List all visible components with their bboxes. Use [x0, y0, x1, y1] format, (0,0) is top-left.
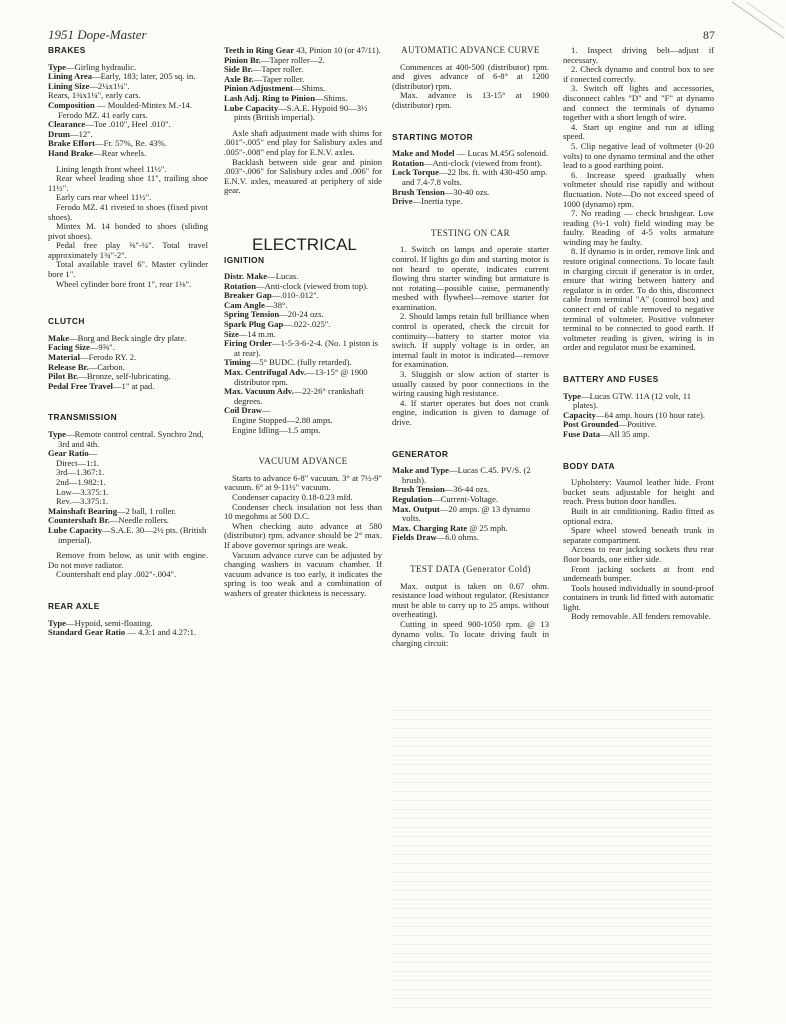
paragraph: Rear wheel leading shoe 11", trailing shoe 11½".: [48, 173, 208, 193]
spec-key: Standard Gear Ratio: [48, 627, 126, 638]
section-heading: BODY DATA: [563, 460, 615, 471]
spec-value: —Girling hydraulic.: [65, 61, 137, 72]
paragraph: Upholstery: Vaumol leather hide. Front bucket seats adjustable for height and reach. Press button door handles.: [563, 477, 714, 507]
spec-line: Rev.—3.375:1.: [56, 496, 109, 507]
spec-key: Facing Size: [48, 342, 90, 353]
spec-value: —Current-Voltage.: [432, 493, 499, 504]
spec-key: Mainshaft Bearing: [48, 505, 117, 516]
spec-key: Max. Centrifugal Adv.: [224, 367, 307, 378]
spacer: [392, 207, 549, 229]
spec-value: —12".: [69, 128, 93, 139]
spec-key: Lube Capacity: [48, 524, 103, 535]
spec-key: Size: [224, 328, 239, 339]
spec-line: Low—3.375:1.: [56, 486, 109, 497]
paragraph: Remove from below, as unit with engine. Do not move radiator.: [48, 550, 208, 570]
page-number: 87: [703, 28, 715, 42]
spec-key: Teeth in Ring Gear: [224, 45, 295, 55]
spec-key: Spark Plug Gap: [224, 319, 284, 330]
spec-value: —Lucas C.45. PV/S. (2 brush).: [402, 465, 531, 485]
spec-line: [392, 466, 549, 485]
spec-key: Pinion Adjustment: [224, 83, 294, 94]
spacer: [224, 435, 382, 457]
spec-key: Type: [563, 390, 581, 401]
spec-key: Composition: [48, 99, 95, 110]
spec-value: —64 amp. hours (10 hour rate).: [595, 409, 706, 420]
spec-value: —2 ball, 1 roller.: [117, 505, 176, 516]
spec-line: [48, 430, 208, 449]
spec-key: Axle Br.: [224, 73, 254, 84]
spec-value: —Hypoid, semi-floating.: [65, 617, 153, 628]
paragraph: Body removable. All fenders removable.: [571, 611, 711, 622]
spec-key: Breaker Gap: [224, 290, 272, 301]
spec-line: [48, 101, 208, 120]
spec-value: —Lucas.: [267, 271, 299, 282]
bleed-through-texture: [392, 710, 712, 1010]
spec-value: —22 lbs. ft. with 430-450 amp. and 7.4-7.8 volts.: [402, 167, 548, 187]
spec-key: Pilot Br.: [48, 371, 79, 382]
paragraph: When checking auto advance at 580 (distributor) rpm. advance should be 2° max. If above governor springs are weak.: [224, 520, 382, 550]
paragraph: Spare wheel stowed beneath trunk in separate compartment.: [563, 525, 714, 545]
paragraph: 5. Clip negative lead of voltmeter (0-20 volts) to one dynamo terminal and the other lead to a good earthing point.: [563, 140, 714, 171]
paragraph: Countershaft end play .002"-.004".: [56, 569, 177, 580]
spacer: [392, 543, 549, 565]
spec-key: Max. Vacuum Adv.: [224, 386, 294, 397]
spec-line: [224, 104, 382, 123]
paragraph: Built in air conditioning. Radio fitted as optional extra.: [563, 505, 714, 526]
spec-key: Make and Model: [392, 148, 455, 159]
spec-key: Capacity: [563, 409, 596, 420]
spec-value: —6.0 ohms.: [436, 532, 479, 543]
spec-line: [224, 387, 382, 406]
spec-value: —9⅝".: [89, 342, 115, 353]
spec-key: Spring Tension: [224, 309, 280, 320]
spec-value: —Borg and Beck single dry plate.: [69, 332, 187, 343]
spec-key: Type: [48, 617, 66, 628]
spec-line: 3rd—1.367:1.: [56, 467, 105, 478]
spec-line: [563, 392, 714, 411]
paragraph: Condenser check insulation not less than 10 megohms at 500 D.C.: [224, 501, 382, 522]
spec-key: Post Grounded: [563, 419, 619, 430]
paragraph: Pedal free play ⅜"-¼". Total travel approximately 1¾"-2".: [48, 240, 208, 260]
spec-value: —Fr. 57%, Re. 43%.: [95, 138, 167, 149]
spec-value: —36-44 ozs.: [444, 484, 490, 495]
paragraph: 2. Check dynamo and control box to see if conected correctly.: [563, 64, 714, 84]
spec-key: Rotation: [224, 280, 256, 291]
spec-value: —Anti-clock (viewed from front).: [424, 157, 542, 168]
paragraph: Axle shaft adjustment made with shims for .001"-.005" end play for Salisbury axles and .005"-.008" end play for E.N.V. axles.: [224, 127, 382, 157]
spec-line: [224, 368, 382, 387]
spec-line: 2nd—1.982:1.: [56, 476, 106, 487]
spec-value: —Early, 183; later, 205 sq. in.: [92, 71, 196, 82]
spec-key: Make: [48, 332, 70, 343]
paragraph: 6. Increase speed gradually when voltmeter should rise rapidly and without fluctuation. Note—Do not exceed speed of 1000 (dynamo) rpm.: [563, 169, 714, 209]
spec-value: —Lucas GTW. 11A (12 volt, 11 plates).: [573, 390, 692, 411]
spec-key: Type: [48, 429, 66, 439]
spec-value: — Moulded-Mintex M.-14. Ferodo MZ. 41 early cars.: [58, 99, 192, 120]
spacer: [392, 111, 549, 133]
spec-value: —2¼x1¼".: [89, 80, 130, 91]
section-heading: STARTING MOTOR: [392, 131, 474, 142]
paragraph: 8. If dynamo is in order, remove link and restore original connections. To locate fault in charging circuit if generator is in order, ensure that wiring between battery and regulator is in order. To do this, disconnect cable from terminal "A" (control box) and connect end of cable removed to negative terminal of voltmeter. Positive voltmeter terminal to be connected to good earth. If voltmeter reading is given, wiring is in order and regulator must be examined.: [563, 246, 714, 353]
section-heading: BATTERY AND FUSES: [563, 374, 659, 384]
paragraph: 3. Switch off lights and accessories, disconnect cables "D" and "F" at dynamo and connect the terminals of dynamo together with a short length of wire.: [563, 83, 714, 123]
spec-line: [48, 526, 208, 545]
paragraph: Access to rear jacking sockets thru rear floor boards, one either side.: [563, 544, 714, 564]
paragraph: Max. output is taken on 0.67 ohm. resistance load without regulator. (Resistance must be able to carry up to 25 amps. without overheating).: [392, 580, 549, 620]
paragraph: Backlash between side gear and pinion .003"-.006" for Salisbury axles and .006" for E.N.V. axles, measured at periphery of side gear.: [224, 156, 382, 196]
spec-key: Timing: [224, 357, 251, 368]
paragraph: Vacuum advance curve can be adjusted by changing washers in vacuum chamber. If vacuum advance is too early, it indicates the spring is too weak and a combination of washers of greater thickness is necessary.: [224, 549, 382, 598]
spec-value: —Rear wheels.: [93, 147, 147, 158]
spec-key: Lube Capacity: [224, 102, 279, 113]
spec-value: —22-26° crankshaft degrees.: [234, 386, 364, 406]
spec-value: —All 35 amp.: [600, 428, 650, 439]
paragraph: 1. Inspect driving belt—adjust if necessary.: [563, 45, 714, 65]
spec-key: Max. Charging Rate: [392, 522, 468, 533]
column-3: [392, 46, 549, 649]
spec-value: —Needle rollers.: [109, 515, 169, 526]
column-2: [224, 46, 382, 599]
spec-key: Fields Draw: [392, 532, 437, 543]
section-heading: TESTING ON CAR: [430, 227, 511, 238]
spec-key: Drum: [48, 128, 70, 139]
spec-value: —.022-.025".: [283, 319, 331, 330]
spec-key: Gear Ratio: [48, 448, 89, 459]
spec-value: —14 m.m.: [238, 328, 276, 339]
spacer: [48, 580, 208, 602]
spacer: [392, 428, 549, 450]
paragraph: Commences at 400-500 (distributor) rpm. and gives advance of 6-8° at 1200 (distributor) rpm.: [392, 61, 549, 91]
spec-value: —Bronze, self-lubricating.: [78, 371, 171, 382]
paragraph: Front jacking sockets at front end underneath bumper.: [563, 563, 714, 584]
running-head: 1951 Dope-Master: [48, 27, 147, 42]
page-corner-fold: [726, 0, 786, 40]
paragraph: 3. Sluggish or slow action of starter is usually caused by poor connections in the wiring causing high resistance.: [392, 369, 549, 399]
paragraph: Max. advance is 13-15° at 1900 (distributor) rpm.: [392, 90, 549, 110]
section-heading: CLUTCH: [48, 316, 85, 327]
paragraph: Ferodo MZ. 41 riveted to shoes (fixed pivot shoes).: [48, 201, 208, 222]
spec-key: Lining Size: [48, 80, 90, 91]
spec-line: [563, 430, 714, 440]
section-heading: IGNITION: [224, 254, 265, 265]
spec-value: —Toe .010", Heel .010".: [85, 119, 171, 130]
spec-line: [48, 382, 208, 392]
spec-line: [224, 339, 382, 358]
spec-value: —Ferodo RY. 2.: [79, 352, 137, 363]
spec-value: —38°.: [264, 299, 288, 310]
spec-key: Lash Adj. Ring to Pinion: [224, 92, 315, 103]
spec-value: —1-5-3-6-2-4. (No. 1 piston is at rear).: [234, 338, 378, 358]
spec-line: [392, 197, 549, 207]
spec-key: Pinion Br.: [224, 54, 261, 65]
spec-key: Clearance: [48, 119, 86, 130]
spec-value: —13-15° @ 1900 distributor rpm.: [234, 367, 368, 387]
paragraph: Mintex M. 14 bonded to shoes (sliding pivot shoes).: [48, 221, 208, 241]
spec-line: [48, 149, 208, 159]
spec-key: Release Br.: [48, 361, 89, 372]
paragraph: 4. Start up engine and run at idling speed.: [563, 121, 714, 142]
spec-value: —Taper roller—2.: [260, 54, 325, 65]
paragraph: Starts to advance 6-8" vacuum. 3° at 7½-9" vacuum. 6° at 9-11½" vacuum.: [224, 472, 382, 493]
spec-key: Side Br.: [224, 64, 253, 75]
section-heading: TEST DATA (Generator Cold): [410, 563, 531, 574]
section-heading: AUTOMATIC ADVANCE CURVE: [401, 45, 540, 55]
spec-value: —Anti-clock (viewed from top).: [256, 280, 369, 291]
paragraph: 2. Should lamps retain full brilliance when control is operated, check the circuit for continuity—battery to starter motor via switch. If supply voltage is in order, an internal fault in motor is indicated—remove for examination.: [392, 311, 549, 370]
spec-line: [392, 533, 549, 543]
spec-value: —Taper roller.: [253, 73, 305, 84]
spec-key: Firing Order: [224, 338, 272, 349]
section-heading: TRANSMISSION: [48, 412, 118, 423]
spec-value: —.010-.012".: [271, 290, 319, 301]
spec-key: Countershaft Br.: [48, 515, 110, 526]
spec-key: Material: [48, 352, 80, 363]
paragraph: Total available travel 6". Master cylinder bore 1".: [48, 259, 208, 280]
spec-key: Pedal Free Travel: [48, 380, 113, 391]
spec-key: Type: [48, 61, 66, 72]
spec-value: —Shims.: [293, 83, 326, 94]
section-heading: GENERATOR: [392, 448, 449, 459]
spec-key: Cam Angle: [224, 299, 265, 310]
paragraph: Tools housed individually in sound-proof containers in trunk lid fitted with automatic light.: [563, 582, 714, 612]
spec-line: Engine Stopped—2.88 amps.: [232, 415, 333, 425]
spec-key: Drive: [392, 196, 413, 207]
column-1: [48, 46, 208, 638]
spec-value: —1" at pad.: [112, 380, 155, 391]
spec-value: Rears, 1¾x1¼", early cars.: [48, 90, 141, 101]
spacer: [563, 353, 714, 375]
spec-key: Max. Output: [392, 503, 440, 514]
spec-line: Engine Idling—1.5 amps.: [232, 424, 321, 435]
section-heading: ELECTRICAL: [252, 234, 357, 254]
spec-line: Direct—1:1.: [56, 457, 100, 468]
paragraph: 1. Switch on lamps and operate starter control. If lights go dim and starting motor is not heard to operate, indicates current flowing thru starter winding but armature is not rotating—possible cause, permanently meshed with flywheel—remove starter for examination.: [392, 244, 549, 312]
section-heading: REAR AXLE: [48, 600, 100, 611]
spec-key: Coil Draw: [224, 405, 262, 416]
spec-key: Brush Tension: [392, 484, 445, 495]
paragraph: Condenser capacity 0.18-0.23 mfd.: [232, 491, 353, 502]
spec-value: —Positive.: [618, 419, 657, 430]
paragraph: 7. No reading — check brushgear. Low reading (½-1 volt) field winding may be faulty. Reading of 4-5 volts armature winding may be faulty.: [563, 208, 714, 247]
spec-value: —20 amps. @ 13 dynamo volts.: [402, 503, 531, 524]
paragraph: Cutting in speed 900-1050 rpm. @ 13 dynamo volts. To locate driving fault in charging circuit:: [392, 618, 549, 649]
spec-value: —S.A.E. 30—2½ pts. (British imperial).: [58, 524, 207, 545]
spec-key: Regulation: [392, 493, 433, 504]
spec-line: [392, 505, 549, 524]
spec-key: Hand Brake: [48, 147, 94, 158]
spec-line: [48, 628, 208, 638]
spacer: [563, 440, 714, 462]
spacer: [224, 196, 382, 218]
spec-value: — Lucas M.45G solenoid.: [454, 148, 549, 159]
spec-key: Fuse Data: [563, 428, 600, 439]
section-heading: VACUUM ADVANCE: [258, 456, 348, 467]
paragraph: Early cars rear wheel 11½".: [56, 192, 152, 203]
spec-value: —Remote control central. Synchro 2nd, 3rd and 4th.: [58, 429, 204, 449]
spec-value: —20-24 ozs.: [279, 309, 324, 320]
section-heading: BRAKES: [48, 45, 86, 55]
spec-value: —30-40 ozs.: [444, 186, 490, 197]
spec-key: Brush Tension: [392, 186, 445, 197]
paragraph: Wheel cylinder bore front 1", rear 1⅛".: [56, 278, 192, 289]
spec-key: Rotation: [392, 157, 424, 168]
spec-value: @ 25 mph.: [467, 522, 508, 533]
spacer: [48, 391, 208, 413]
spec-key: Make and Type: [392, 465, 449, 476]
spacer: [48, 289, 208, 311]
spec-value: —5° BUDC. (fully retarded).: [250, 357, 352, 368]
spec-key: Lining Area: [48, 71, 93, 82]
spec-value: — 4.3:1 and 4.27:1.: [125, 627, 197, 638]
spec-value: —Taper roller.: [252, 64, 304, 75]
spec-value: 43, Pinion 10 (or 47/11).: [294, 45, 381, 55]
spec-value: —: [261, 405, 271, 416]
column-4: [563, 46, 714, 622]
spec-key: Lock Torque: [392, 167, 439, 178]
paragraph: Lining length front wheel 11½".: [56, 163, 167, 174]
spec-key: Brake Effort: [48, 138, 96, 149]
paragraph: 4. If starter operates but does not crank engine, indication is given to damage of drive.: [392, 397, 549, 427]
spec-value: —S.A.E. Hypoid 90—3½ pints (British imperial).: [234, 102, 368, 123]
spec-key: Distr. Make: [224, 271, 268, 282]
spec-value: —Shims.: [314, 92, 348, 103]
spec-line: [392, 168, 549, 187]
spec-value: —Carbon.: [88, 361, 125, 372]
spec-value: —: [88, 448, 98, 459]
spec-value: —Inertia type.: [412, 196, 463, 207]
